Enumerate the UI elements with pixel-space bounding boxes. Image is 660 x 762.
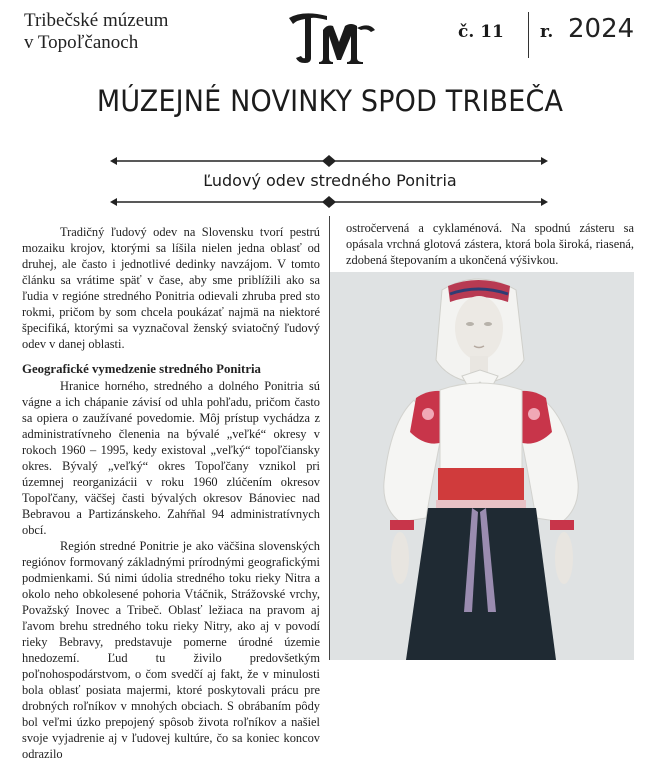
masthead-title: MÚZEJNÉ NOVINKY SPOD TRIBEČA: [96, 84, 564, 118]
article-title: Ľudový odev stredného Ponitria: [203, 171, 457, 190]
article-intro: Tradičný ľudový odev na Slovensku tvorí pestrú mozaiku krojov, ktorými sa líšila nielen jedna oblasť od druhej, ale často i jednotlivé dedinky navzájom. V tomto článku sa vrátime späť v čase, aby sme priblížili ako sa ľudia v regióne stredného Ponitria odievali zhruba pred sto rokmi, pričom by som chcela poukázať najmä na niektoré špecifiká, ktorými sa vyznačoval ženský sviatočný ľudový odev v danej oblasti.: [22, 225, 320, 351]
tm-logo-icon: [283, 8, 379, 66]
folk-costume-illustration: [330, 272, 634, 660]
museum-name-line1: Tribečské múzeum: [24, 10, 169, 31]
section-paragraph-2: Región stredné Ponitrie je ako väčšina slovenských regiónov formovaný základnými prírodnými geografickými podmienkami. Sú nimi údolia stredného toku rieky Nitra a okolo neho obkolesené pohoria Vtáčnik, Strážovské vrchy, Považský Inovec a Tribeč. Oblasť ležiaca na pravom aj ľavom brehu stredného toku rieky Nitry, ako aj v povodí rieky Bebravy, predstavuje pomerne úrodné územie hnedozemí. Ľud tu živilo predovšetkým poľnohospodárstvom, o čom svedčí aj fakt, že v minulosti bola oblasť posiata majermi, ktoré poskytovali prácu pre drobných roľníkov v mnohých obciach. S obrábaním pôdy bol veľmi úzko prepojený spôsob života roľníkov a našiel svoje vyjadrenie aj v ľudovej kultúre, čo sa koniec koncov odrazilo: [22, 539, 320, 761]
costume-photo: [330, 272, 634, 660]
year: 2024: [568, 14, 635, 44]
section-heading: Geografické vymedzenie stredného Ponitria: [22, 362, 261, 376]
museum-name-line2: v Topoľčanoch: [24, 32, 139, 53]
issue-number: č. 11: [458, 22, 504, 42]
article-left-column: [22, 224, 320, 762]
section-paragraph-1: Hranice horného, stredného a dolného Ponitria sú vágne a ich chápanie závisí od uhla pohľadu, pričom často sa opiera o zaužívané povedomie. Môj prístup vychádza z administratívneho členenia na bývalé „veľké“ okresy v rokoch 1960 – 1995, kedy existoval „veľký“ topoľčiansky okres. Bývalý „veľký“ okres Topoľčany vznikol pri územnej reorganizácii v roku 1960 zlúčením okresov Topoľčany, väčšej časti bývalých okresov Bánoviec nad Bebravou a Partizánskeho. Zahŕňal 94 administratívnych obcí.: [22, 379, 320, 537]
museum-name: [24, 10, 168, 54]
header-divider: [528, 12, 529, 58]
ornament-divider-top: [110, 154, 548, 168]
right-column-paragraph: ostročervená a cyklaménová. Na spodnú zásteru sa opásala vrchná glotová zástera, ktorá bola široká, riasená, zdobená štepovaním a ukončená výšivkou.: [346, 221, 634, 267]
year-label: r.: [540, 22, 554, 42]
article-right-column: [346, 220, 634, 268]
ornament-divider-bottom: [110, 195, 548, 209]
